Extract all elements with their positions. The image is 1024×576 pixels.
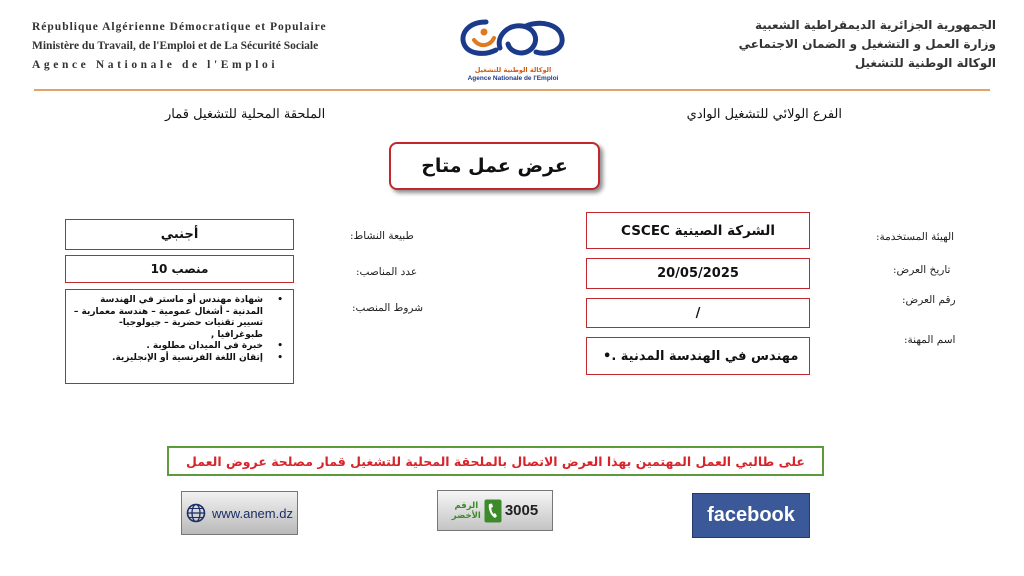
- activity-nature-value: أجنبي: [65, 219, 294, 250]
- green-number-label: [452, 501, 481, 521]
- header-french: [32, 18, 422, 75]
- phone-icon: [484, 499, 502, 523]
- position-conditions-box: [65, 289, 294, 384]
- green-number-button[interactable]: [437, 490, 553, 531]
- logo-french-text: Agence Nationale de l'Emploi: [467, 75, 559, 82]
- green-number-label-line-1: الرقم: [454, 500, 479, 511]
- activity-nature-label: طبيعة النشاط:: [350, 230, 414, 242]
- condition-item: • شهادة مهندس أو ماستر في الهندسة المدنية - أشغال عمومية – هندسة معمارية – تسيير تقنيات حضرية – جيولوجيا- طبوغرافيا ,: [72, 295, 285, 341]
- green-number-label-line-2: الأخضر: [451, 510, 481, 521]
- website-text: www.anem.dz: [212, 505, 293, 521]
- employer-value: الشركة الصينية CSCEC: [586, 212, 810, 249]
- header-ar-line-3: الوكالة الوطنية للتشغيل: [854, 56, 996, 70]
- page-title: عرض عمل متاح: [389, 142, 600, 190]
- header-fr-line-2: Ministère du Travail, de l'Emploi et de La Sécurité Sociale: [32, 40, 319, 52]
- offer-date-value: 20/05/2025: [586, 258, 810, 289]
- globe-icon: [186, 503, 206, 523]
- offer-number-label: رقم العرض:: [902, 294, 956, 306]
- contact-banner: على طالبي العمل المهتمين بهذا العرض الاتصال بالملحقة المحلية للتشغيل قمار مصلحة عروض العمل: [167, 446, 824, 476]
- website-link-button[interactable]: [181, 491, 298, 535]
- header-fr-line-3: Agence Nationale de l'Emploi: [32, 59, 279, 71]
- facebook-link-button[interactable]: facebook: [692, 493, 810, 538]
- profession-text: مهندس في الهندسة المدنية .: [611, 348, 799, 364]
- anem-logo-icon: [456, 14, 570, 64]
- employer-label: الهيئة المستخدمة:: [876, 231, 955, 243]
- anem-logo: [448, 14, 578, 84]
- header-ar-line-2: وزارة العمل و التشغيل و الضمان الاجتماعي: [738, 37, 996, 51]
- green-number-value: 3005: [504, 502, 539, 519]
- logo-arabic-text: الوكالة الوطنية للتشغيل: [474, 66, 552, 74]
- offer-date-label: تاريخ العرض:: [893, 264, 951, 276]
- conditions-list: [72, 295, 285, 365]
- header-divider: [34, 89, 990, 91]
- bullet-icon: •: [603, 348, 612, 364]
- offer-number-value: /: [586, 298, 810, 328]
- header-fr-line-1: République Algérienne Démocratique et Populaire: [32, 21, 327, 33]
- local-annex-name: الملحقة المحلية للتشغيل قمار: [165, 107, 326, 122]
- condition-item: • خبرة في الميدان مطلوبة .: [72, 341, 285, 353]
- profession-value: [586, 337, 810, 375]
- positions-count-label: عدد المناصب:: [356, 266, 418, 278]
- header-arabic: [596, 16, 996, 73]
- position-conditions-label: شروط المنصب:: [352, 302, 424, 314]
- profession-label: اسم المهنة:: [904, 334, 956, 346]
- positions-count-value: 10 منصب: [65, 255, 294, 283]
- wilaya-branch-name: الفرع الولائي للتشغيل الوادي: [686, 107, 842, 122]
- header-ar-line-1: الجمهورية الجزائرية الديمقراطية الشعبية: [754, 18, 996, 32]
- condition-item: • إتقان اللغة الفرنسية أو الإنجليزية.: [72, 353, 285, 365]
